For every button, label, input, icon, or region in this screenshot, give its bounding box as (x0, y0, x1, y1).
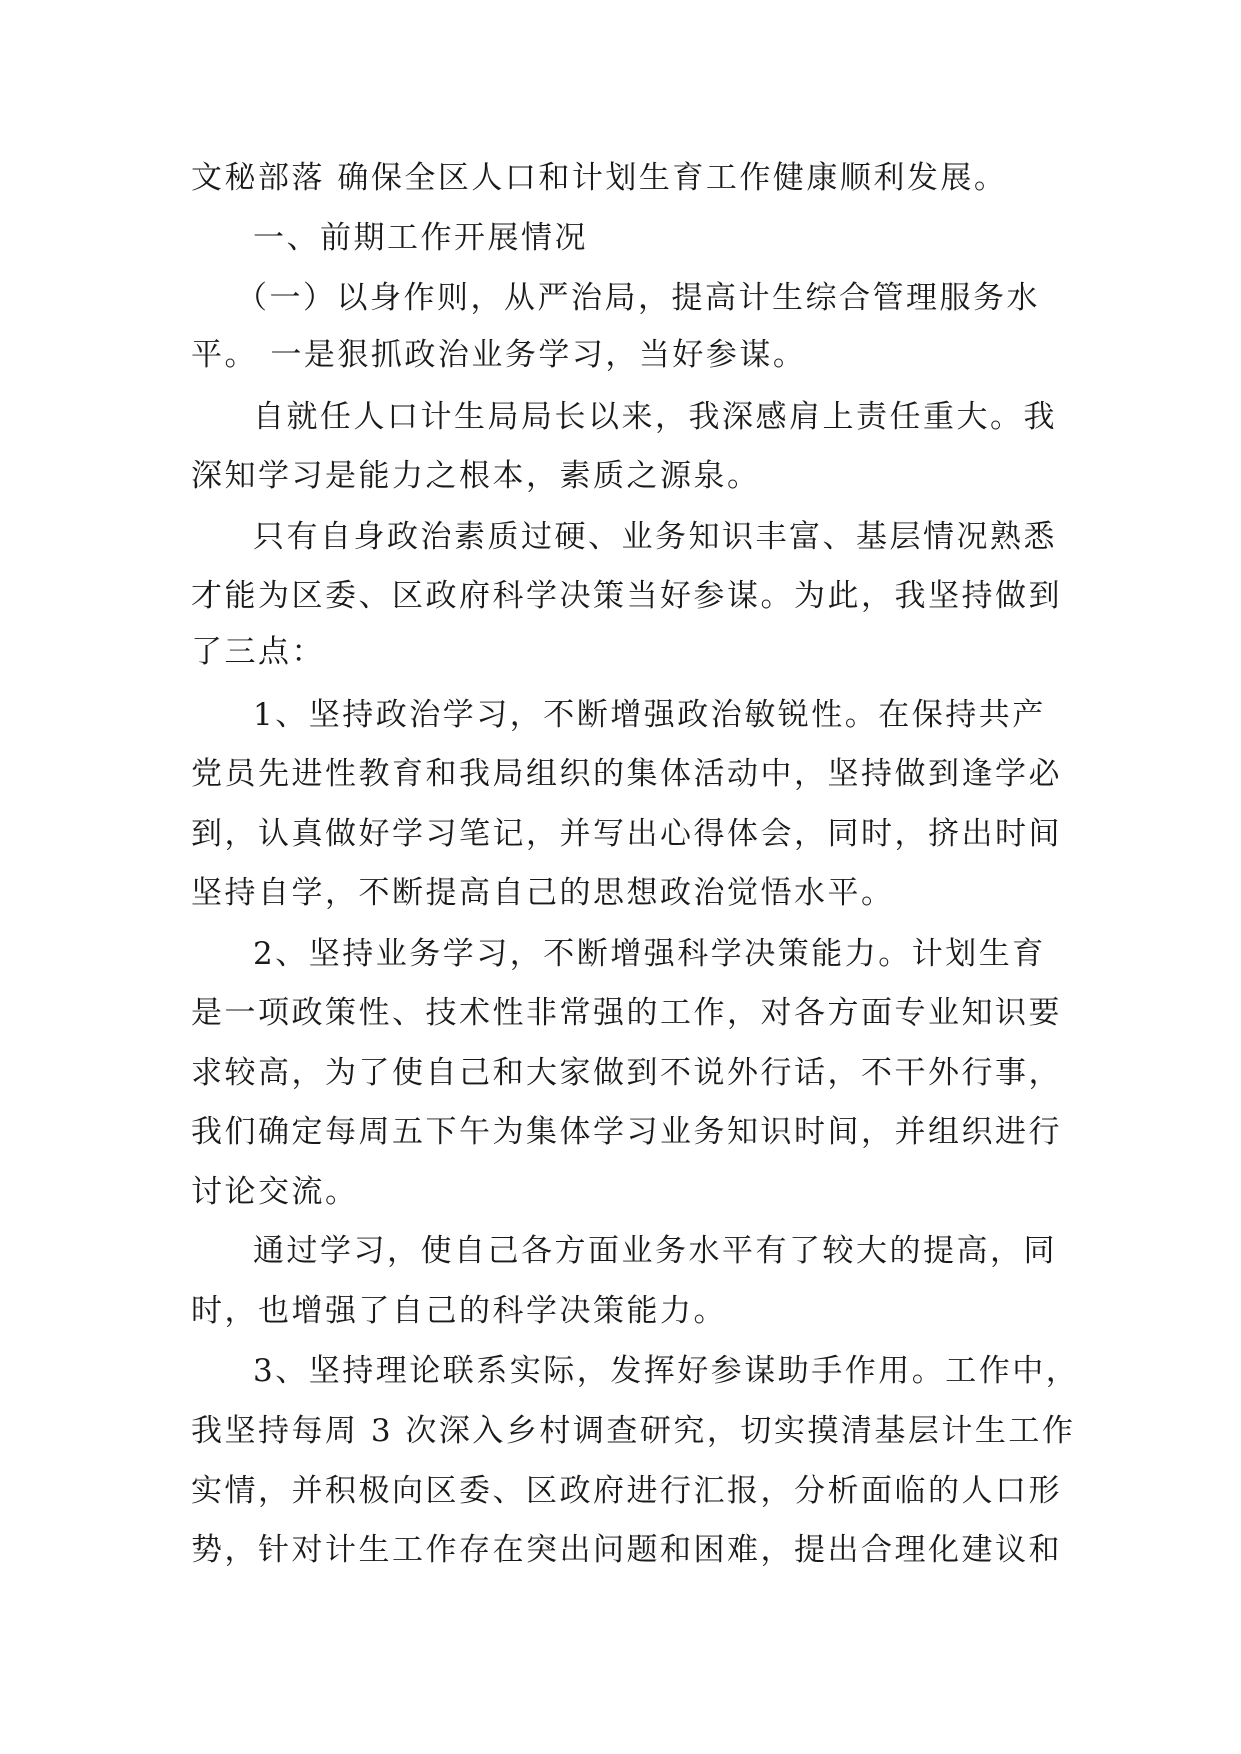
text-line: 文秘部落 确保全区人口和计划生育工作健康顺利发展。 (191, 160, 1008, 196)
text-line: 求较高，为了使自己和大家做到不说外行话，不干外行事， (191, 1055, 1062, 1091)
text-line: 才能为区委、区政府科学决策当好参谋。为此，我坚持做到 (191, 578, 1062, 614)
text-line: 只有自身政治素质过硬、业务知识丰富、基层情况熟悉 (253, 519, 1057, 555)
text-line: 1、坚持政治学习，不断增强政治敏锐性。在保持共产 (253, 697, 1046, 733)
text-line: 坚持自学，不断提高自己的思想政治觉悟水平。 (191, 875, 895, 911)
text-line: 3、坚持理论联系实际，发挥好参谋助手作用。工作中， (253, 1353, 1080, 1389)
text-line: 党员先进性教育和我局组织的集体活动中，坚持做到逢学必 (191, 756, 1062, 792)
text-line: 势，针对计生工作存在突出问题和困难，提出合理化建议和 (191, 1532, 1062, 1568)
text-line: 是一项政策性、技术性非常强的工作，对各方面专业知识要 (191, 995, 1062, 1031)
text-line: 我们确定每周五下午为集体学习业务知识时间，并组织进行 (191, 1114, 1062, 1150)
text-line: 自就任人口计生局局长以来，我深感肩上责任重大。我 (253, 399, 1057, 435)
text-line: 了三点： (191, 634, 325, 670)
text-line: 深知学习是能力之根本，素质之源泉。 (191, 458, 761, 494)
text-line: 通过学习，使自己各方面业务水平有了较大的提高，同 (253, 1233, 1057, 1269)
text-line: 时，也增强了自己的科学决策能力。 (191, 1293, 727, 1329)
text-line: 平。 一是狠抓政治业务学习，当好参谋。 (191, 337, 807, 373)
text-line: 我坚持每周 3 次深入乡村调查研究，切实摸清基层计生工作 (191, 1413, 1076, 1449)
subsection-heading: （一）以身作则，从严治局，提高计生综合管理服务水 (236, 280, 1040, 316)
text-line: 2、坚持业务学习，不断增强科学决策能力。计划生育 (253, 936, 1046, 972)
text-line: 到，认真做好学习笔记，并写出心得体会，同时，挤出时间 (191, 816, 1062, 852)
text-line: 实情，并积极向区委、区政府进行汇报，分析面临的人口形 (191, 1473, 1062, 1509)
section-heading: 一、前期工作开展情况 (253, 220, 588, 256)
text-line: 讨论交流。 (191, 1174, 359, 1210)
